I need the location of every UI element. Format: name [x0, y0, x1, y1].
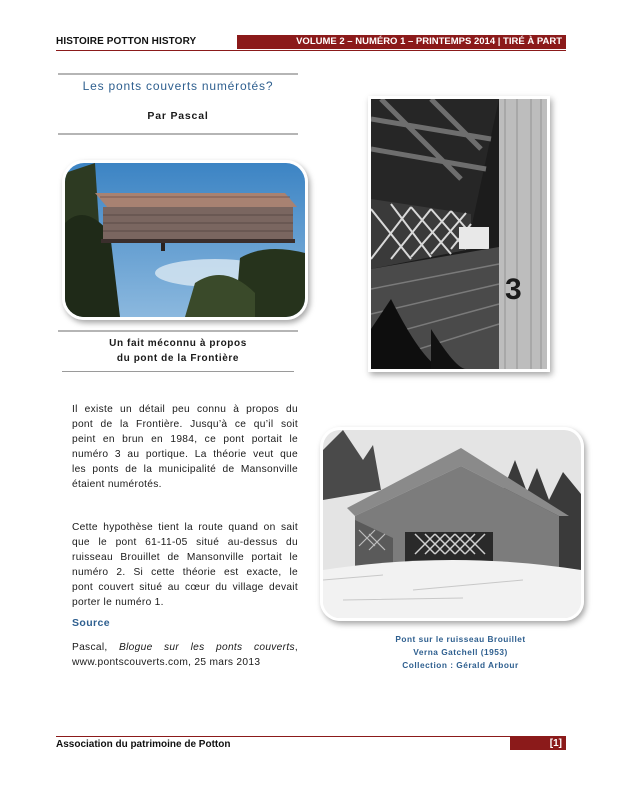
text-line: pont couvert situé au cœur du village devait	[72, 582, 298, 594]
bridge-interior-photo	[368, 96, 550, 372]
citation-line-1: Pascal, Blogue sur les ponts couverts,	[72, 642, 298, 653]
article-title: Les ponts couverts numérotés?	[82, 79, 274, 93]
photo-caption	[368, 633, 553, 672]
title-bottom-rule	[58, 133, 298, 135]
text-line: Cette hypothèse tient la route quand on sait	[72, 522, 298, 533]
header-issue-info: VOLUME 2 – NUMÉRO 1 – PRINTEMPS 2014 | TIRÉ À PART	[296, 36, 562, 47]
footer-organization: Association du patrimoine de Potton	[56, 739, 231, 750]
brouillet-bridge-photo	[320, 427, 584, 621]
text-line: les ponts de la municipalité de Mansonville	[72, 464, 298, 476]
running-header-title: HISTOIRE POTTON HISTORY	[56, 36, 197, 47]
header-rule	[56, 50, 566, 51]
text-line: peint en brun en 1984, ce pont portait le	[72, 434, 298, 446]
subtitle-bottom-rule	[62, 371, 294, 372]
title-top-rule	[58, 73, 298, 75]
caption-line: Collection : Gérald Arbour	[402, 660, 519, 670]
subtitle-line: du pont de la Frontière	[116, 353, 240, 364]
source-heading: Source	[72, 617, 110, 629]
subtitle-top-rule	[58, 330, 298, 332]
caption-line: Verna Gatchell (1953)	[413, 647, 508, 657]
subtitle-line: Un fait méconnu à propos	[109, 338, 247, 349]
paragraph-2	[72, 520, 298, 611]
article-author: Par Pascal	[147, 110, 209, 122]
text-line: numéro 3 au portique. La théorie veut que	[72, 449, 298, 461]
text-line: ruisseau Brouillet de Mansonville portait le	[72, 552, 298, 564]
caption-line: Pont sur le ruisseau Brouillet	[395, 634, 526, 644]
brouillet-bridge-image	[323, 430, 581, 618]
paragraph-1	[72, 402, 298, 493]
footer-rule	[56, 736, 566, 737]
article-subtitle	[58, 336, 298, 366]
color-bridge-image	[65, 163, 305, 317]
text-line: Il existe un détail peu connu à propos du	[72, 404, 298, 415]
text-line: étaient numérotés.	[72, 479, 162, 491]
portal-number: 3	[505, 273, 522, 306]
text-line: numéro 2. Si cette théorie est exacte, le	[72, 567, 298, 579]
color-bridge-photo	[62, 160, 308, 320]
bridge-interior-image	[371, 99, 547, 369]
text-line: pont de la Frontière. Jusqu’à ce qu’il soit	[72, 419, 298, 431]
citation-line-2: www.pontscouverts.com, 25 mars 2013	[72, 657, 261, 669]
page-number: [1]	[549, 738, 562, 749]
citation-author: Pascal,	[72, 642, 120, 653]
source-citation	[72, 640, 298, 670]
text-line: que le pont 61-11-05 situé au-dessus du	[72, 537, 298, 549]
text-line: porter le numéro 1.	[72, 597, 164, 609]
citation-blog-title: Blogue sur les ponts couverts	[119, 642, 295, 653]
